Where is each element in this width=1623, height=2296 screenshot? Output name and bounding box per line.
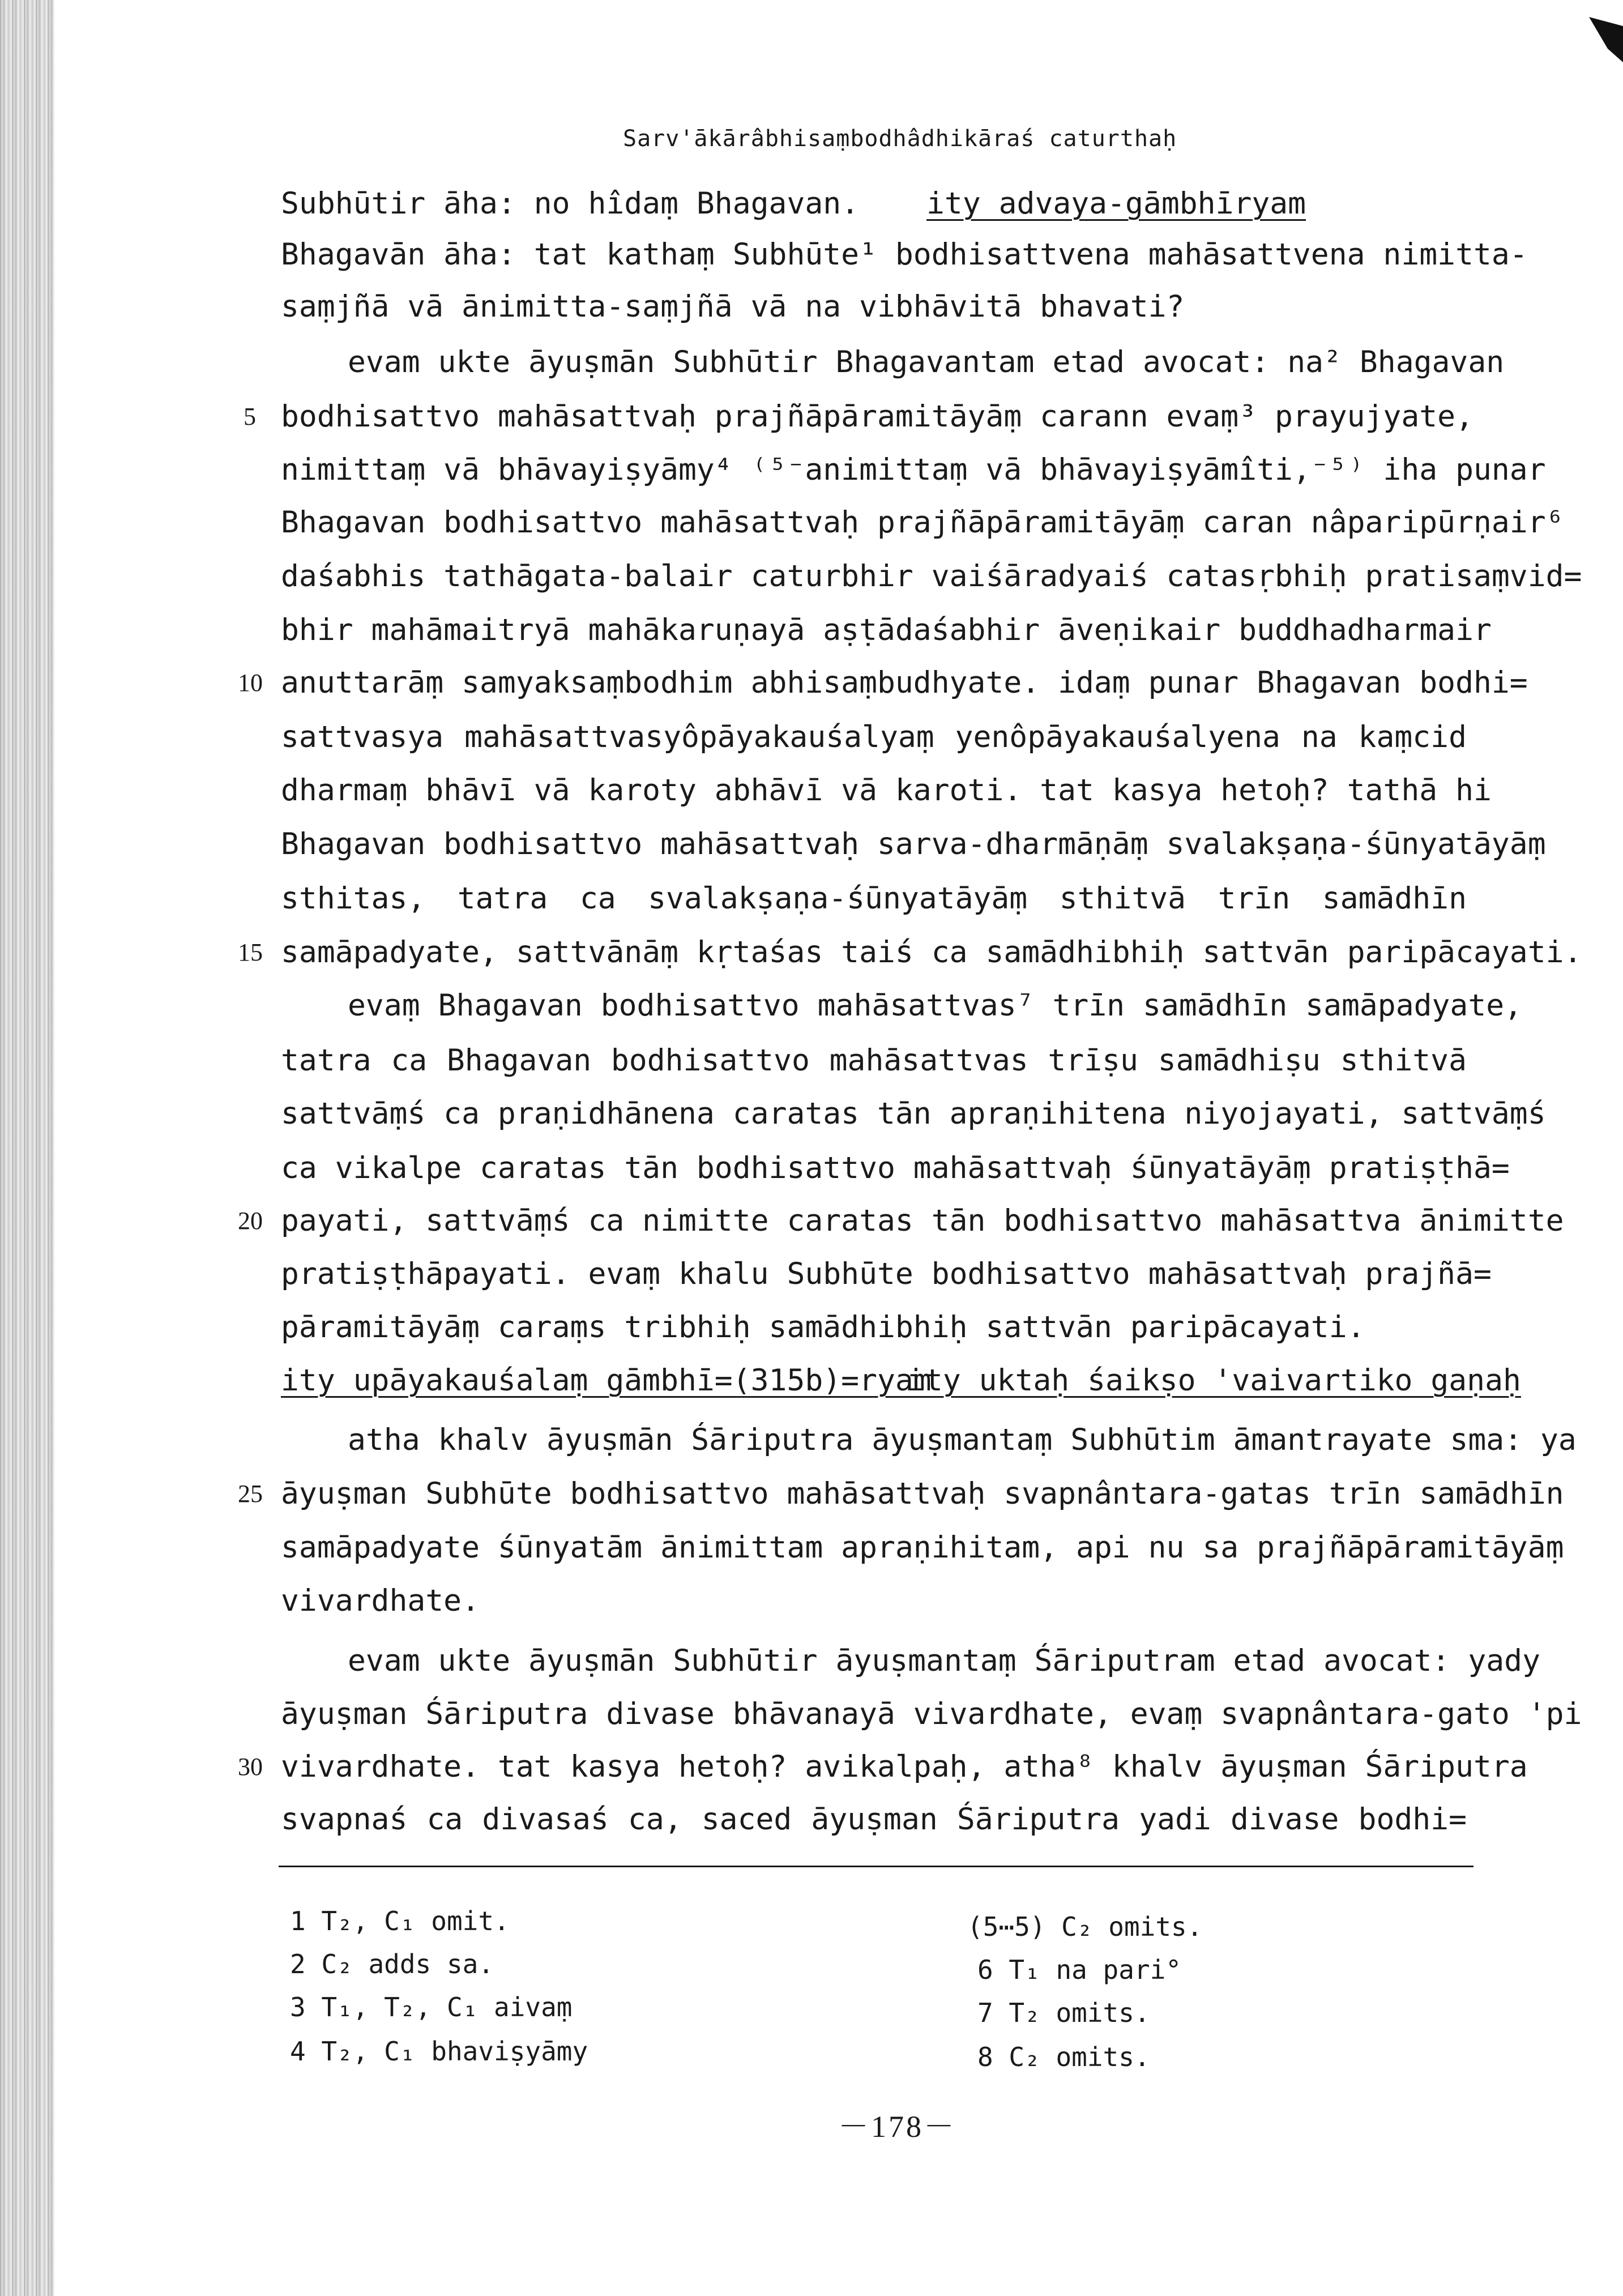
text-line-24: atha khalv āyuṣmān Śāriputra āyuṣmantaṃ Subhūtim āmantrayate sma: ya [348,1423,1577,1457]
text-line-5: bodhisattvo mahāsattvaḥ prajñāpāramitāyāṃ carann evaṃ³ prayujyate, [281,399,1473,434]
footnote-1: 1 T₂, C₁ omit. [290,1906,510,1936]
text-line-19: ca vikalpe caratas tān bodhisattvo mahāsattvaḥ śūnyatāyāṃ pratiṣṭhā= [281,1151,1510,1185]
text-line-22: pāramitāyāṃ caraṃs tribhiḥ samādhibhiḥ sattvān paripācayati. [281,1310,1365,1345]
text-line-28: evam ukte āyuṣmān Subhūtir āyuṣmantaṃ Śāriputram etad avocat: yady [348,1644,1540,1678]
page-number: －178－ [838,2110,956,2144]
running-head: Sarv'ākārâbhisaṃbodhâdhikāraś caturthaḥ [623,126,1177,152]
line-number-30: 30 [238,1753,263,1781]
footnote-5-5: (5⋯5) C₂ omits. [967,1911,1203,1942]
text-line-6: nimittaṃ vā bhāvayiṣyāmy⁴ ⁽⁵⁻animittaṃ vā bhāvayiṣyāmîti,⁻⁵⁾ iha punar [281,453,1546,487]
text-line-13: Bhagavan bodhisattvo mahāsattvaḥ sarva-dharmāṇāṃ svalakṣaṇa-śūnyatāyāṃ [281,827,1546,861]
text-line-29: āyuṣman Śāriputra divase bhāvanayā vivardhate, evaṃ svapnântara-gato 'pi [281,1697,1582,1731]
text-line-20: payati, sattvāṃś ca nimitte caratas tān bodhisattvo mahāsattva ānimitte [281,1204,1564,1238]
footnote-6: 6 T₁ na pari° [977,1954,1182,1985]
footnote-2: 2 C₂ adds sa. [290,1949,494,1979]
scan-edge-shadow [0,0,54,2296]
line-number-5: 5 [244,403,256,430]
text-line-30: vivardhate. tat kasya hetoḥ? avikalpaḥ, atha⁸ khalv āyuṣman Śāriputra [281,1749,1528,1784]
footnote-4: 4 T₂, C₁ bhaviṣyāmy [290,2036,588,2067]
line-number-10: 10 [238,669,263,697]
text-line-18: sattvāṃś ca praṇidhānena caratas tān apraṇihitena niyojayati, sattvāṃś [281,1096,1546,1131]
footnote-7: 7 T₂ omits. [977,1998,1150,2028]
footnote-rule [279,1866,1473,1867]
text-line-12: dharmaṃ bhāvī vā karoty abhāvī vā karoti. tat kasya hetoḥ? tathā hi [281,773,1492,808]
line1-text: Subhūtir āha: no hîdaṃ Bhagavan. [281,186,860,221]
scan-corner-mark [1589,17,1623,62]
text-line-9: bhir mahāmaitryā mahākaruṇayā aṣṭādaśabhir āveṇikair buddhadharmair [281,613,1492,647]
heading-line [281,1363,1521,1398]
text-line-14: sthitas, tatra ca svalakṣaṇa-śūnyatāyāṃ sthitvā trīn samādhīn [281,881,1467,916]
footnote-8: 8 C₂ omits. [977,2042,1150,2072]
text-line-8: daśabhis tathāgata-balair caturbhir vaiśāradyaiś catasṛbhiḥ pratisaṃvid= [281,559,1582,594]
text-line-26: samāpadyate śūnyatām ānimittam apraṇihitam, api nu sa prajñāpāramitāyāṃ [281,1530,1564,1565]
text-line-11: sattvasya mahāsattvasyôpāyakauśalyaṃ yenôpāyakauśalyena na kaṃcid [281,720,1467,754]
text-line-21: pratiṣṭhāpayati. evaṃ khalu Subhūte bodhisattvo mahāsattvaḥ prajñā= [281,1257,1492,1291]
text-line-31: svapnaś ca divasaś ca, saced āyuṣman Śāriputra yadi divase bodhi= [281,1802,1467,1837]
line-number-15: 15 [238,938,263,966]
section-heading-advaya: ity advaya-gāmbhīryam [926,186,1306,221]
section-heading-upaya: ity upāyakauśalaṃ gāmbhī=(315b)=ryam [281,1363,932,1398]
text-line-17: tatra ca Bhagavan bodhisattvo mahāsattvas trīṣu samādhiṣu sthitvā [281,1043,1467,1078]
text-line-16: evaṃ Bhagavan bodhisattvo mahāsattvas⁷ trīn samādhīn samāpadyate, [348,988,1523,1023]
text-line-15: samāpadyate, sattvānāṃ kṛtaśas taiś ca samādhibhiḥ sattvān paripācayati. [281,935,1582,970]
text-line-4: evam ukte āyuṣmān Subhūtir Bhagavantam etad avocat: na² Bhagavan [348,345,1505,379]
text-line-1 [281,187,1467,221]
text-line-3: saṃjñā vā ānimitta-saṃjñā vā na vibhāvitā bhavati? [281,289,1185,324]
text-line-27: vivardhate. [281,1584,480,1618]
text-line-2: Bhagavān āha: tat kathaṃ Subhūte¹ bodhisattvena mahāsattvena nimitta- [281,237,1528,272]
text-line-25: āyuṣman Subhūte bodhisattvo mahāsattvaḥ svapnântara-gatas trīn samādhīn [281,1476,1564,1511]
footnote-3: 3 T₁, T₂, C₁ aivaṃ [290,1992,573,2022]
section-heading-saiksa: ity uktaḥ śaikṣo 'vaivartiko gaṇaḥ [907,1363,1521,1398]
text-line-10: anuttarāṃ samyaksaṃbodhim abhisaṃbudhyate. idaṃ punar Bhagavan bodhi= [281,665,1528,700]
line-number-20: 20 [238,1207,263,1235]
text-line-7: Bhagavan bodhisattvo mahāsattvaḥ prajñāpāramitāyāṃ caran nâparipūrṇair⁶ [281,505,1564,540]
line-number-25: 25 [238,1480,263,1508]
